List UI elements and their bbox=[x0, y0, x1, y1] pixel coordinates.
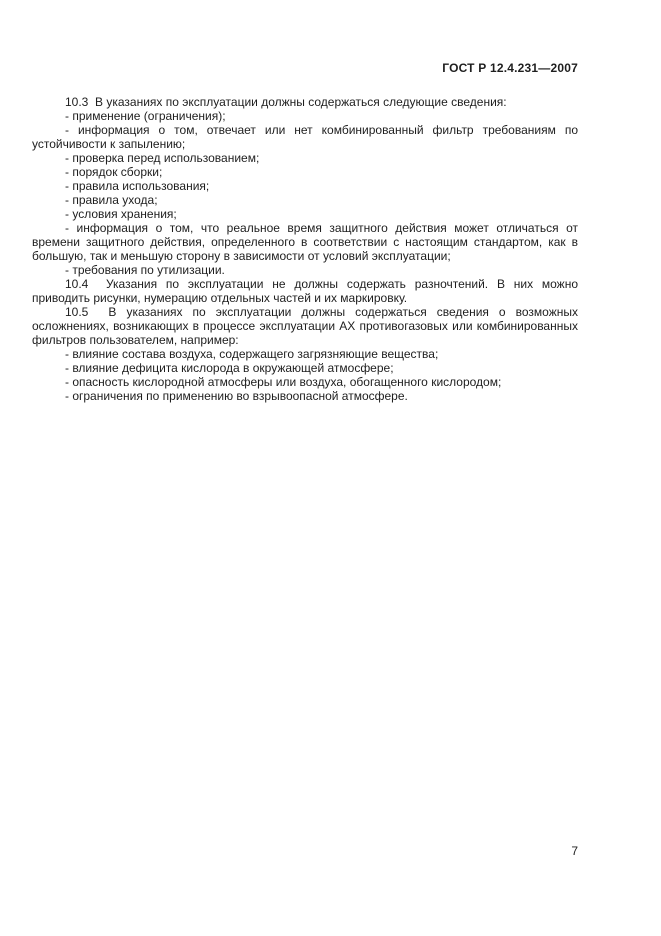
paragraph: - применение (ограничения); bbox=[65, 109, 226, 123]
paragraph: 10.4 Указания по эксплуатации не должны содержать разночтений. В них можно приводить рисунки, нумерацию отдельных частей и их маркировку. bbox=[32, 277, 578, 305]
paragraph: - порядок сборки; bbox=[65, 165, 163, 179]
running-header: ГОСТ Р 12.4.231—2007 bbox=[442, 61, 578, 75]
paragraph: - информация о том, что реальное время защитного действия может отличаться от времени защитного действия, определенного в соответствии с настоящим стандартом, как в большую, так и меньшую сторону в зависимости от условий эксплуатации; bbox=[32, 221, 578, 263]
paragraph: - правила использования; bbox=[65, 179, 210, 193]
paragraph: - информация о том, отвечает или нет комбинированный фильтр требованиям по устойчивости к запылению; bbox=[32, 123, 578, 151]
paragraph: - условия хранения; bbox=[65, 207, 177, 221]
paragraph: - проверка перед использованием; bbox=[65, 151, 260, 165]
paragraph: 10.5 В указаниях по эксплуатации должны содержаться сведения о возможных осложнениях, возникающих в процессе эксплуатации АХ противогазовых или комбинированных фильтров пользователем, например: bbox=[32, 305, 578, 347]
paragraph: 10.3 В указаниях по эксплуатации должны содержаться следующие сведения: bbox=[65, 95, 507, 109]
page-number: 7 bbox=[571, 844, 578, 858]
document-body bbox=[32, 95, 578, 403]
paragraph: - влияние дефицита кислорода в окружающей атмосфере; bbox=[65, 361, 394, 375]
paragraph: - ограничения по применению во взрывоопасной атмосфере. bbox=[65, 389, 408, 403]
paragraph: - опасность кислородной атмосферы или воздуха, обогащенного кислородом; bbox=[65, 375, 502, 389]
paragraph: - влияние состава воздуха, содержащего загрязняющие вещества; bbox=[65, 347, 439, 361]
paragraph: - правила ухода; bbox=[65, 193, 158, 207]
paragraph: - требования по утилизации. bbox=[65, 263, 225, 277]
